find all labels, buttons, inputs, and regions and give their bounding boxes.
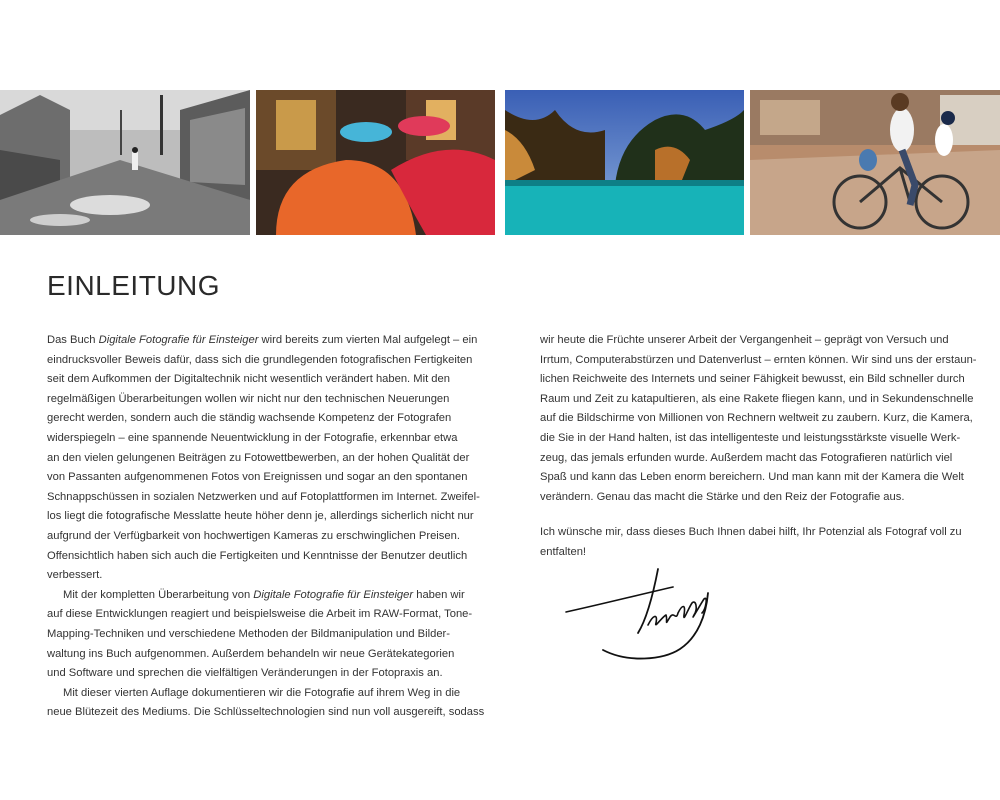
text-line xyxy=(47,625,467,645)
text-line xyxy=(47,351,473,371)
text-line xyxy=(540,543,960,563)
text-segment: an den vielen gelungenen Beiträgen zu Fotowettbewerben, an der hohen Qualität der xyxy=(47,451,470,464)
text-line xyxy=(47,566,467,586)
text-segment: Spaß und kann das Leben enorm bereichern. Und man kann mit der Kamera die Welt xyxy=(540,471,964,484)
text-line xyxy=(47,605,473,625)
text-segment: Mit der kompletten Überarbeitung von xyxy=(63,588,254,601)
text-line xyxy=(540,468,964,488)
text-line xyxy=(47,390,467,410)
text-segment: Raum und Zeit zu katapultieren, als eine Rakete fliegen kann, und in Sekundenschnelle xyxy=(540,392,974,405)
text-line xyxy=(47,527,467,547)
text-segment: widerspiegeln – eine spannende Neuentwicklung in der Fotografie, erkennbar etwa xyxy=(47,431,458,444)
text-line xyxy=(47,429,467,449)
text-line xyxy=(47,449,470,469)
text-segment: lichen Reichweite des Internets und seiner Fähigkeit bewusst, ein Bild schneller durch xyxy=(540,373,965,386)
text-line xyxy=(47,586,467,606)
text-segment: zeug, das jemals erfunden wurde. Außerdem macht das Fotografieren natürlich viel xyxy=(540,451,953,464)
signature xyxy=(558,565,728,665)
text-line xyxy=(47,370,467,390)
text-segment: Das Buch xyxy=(47,334,99,346)
page-title: EINLEITUNG xyxy=(47,270,221,301)
text-segment: verändern. Genau das macht die Stärke und den Reiz der Fotografie aus. xyxy=(540,490,905,503)
text-segment: aufgrund der Verfügbarkeit von hochwertigen Kameras zu erschwinglichen Preisen. xyxy=(47,529,460,542)
pool-photo xyxy=(505,90,744,235)
text-line xyxy=(540,409,973,429)
text-segment: Schnappschüssen in sozialen Netzwerken und auf Fotoplattformen im Internet. Zweifel- xyxy=(47,490,480,503)
text-segment: Mit dieser vierten Auflage dokumentieren wir die Fotografie auf ihrem Weg in die xyxy=(63,686,461,699)
text-line xyxy=(540,429,960,449)
text-line xyxy=(47,645,467,665)
text-segment: Offensichtlich haben sich auch die Fertigkeiten und Kenntnisse der Benutzer deutlich xyxy=(47,549,468,562)
text-segment: Ich wünsche mir, dass dieses Buch Ihnen dabei hilft, Ihr Potenzial als Fotograf voll zu xyxy=(540,526,962,539)
text-segment: regelmäßigen Überarbeitungen wollen wir nicht nur den technischen Neuerungen xyxy=(47,392,450,405)
text-line xyxy=(540,370,965,390)
text-line xyxy=(540,449,960,469)
text-segment: wir heute die Früchte unserer Arbeit der Vergangenheit – geprägt von Versuch und xyxy=(540,334,949,346)
text-line xyxy=(47,331,478,351)
text-segment: die Sie in der Hand halten, ist das intelligenteste und leistungsstärkste visuelle Werk- xyxy=(540,431,961,444)
text-segment: neue Blütezeit des Mediums. Die Schlüsseltechnologien sind nun voll ausgereift, sodass xyxy=(47,706,485,719)
street-photo xyxy=(0,90,250,235)
text-line xyxy=(540,523,960,543)
text-line xyxy=(47,703,485,723)
text-line xyxy=(47,468,467,488)
text-line xyxy=(47,409,467,429)
bicycle-photo xyxy=(750,90,1000,235)
book-title: Digitale Fotografie für Einsteiger xyxy=(253,588,414,601)
text-column-left xyxy=(47,331,485,723)
text-line xyxy=(47,684,467,704)
text-column-right xyxy=(540,331,977,563)
text-line xyxy=(540,331,960,351)
text-segment: haben wir xyxy=(413,588,465,601)
book-title: Digitale Fotografie für Einsteiger xyxy=(98,334,259,346)
text-segment: auf die Bildschirme von Millionen von Rechnern weltweit zu zaubern. Kurz, die Kamera, xyxy=(540,412,973,425)
text-segment: eindrucksvoller Beweis dafür, dass sich die grundlegenden fotografischen Fertigkeiten xyxy=(47,353,473,366)
photo-strip xyxy=(0,90,1000,235)
text-line xyxy=(540,351,977,371)
text-segment: waltung ins Buch aufgenommen. Außerdem behandeln wir neue Gerätekategorien xyxy=(47,647,455,660)
text-segment: und Software und sprechen die vielfältigen Veränderungen in der Fotopraxis an. xyxy=(47,667,443,680)
text-segment: gerecht werden, sondern auch die ständig wachsende Kompetenz der Fotografen xyxy=(47,412,452,425)
umbrellas-photo xyxy=(256,90,495,235)
text-segment: auf diese Entwicklungen reagiert und beispielsweise die Arbeit im RAW-Format, Tone- xyxy=(47,608,473,621)
text-line xyxy=(47,488,480,508)
text-line xyxy=(540,390,974,410)
paragraph-gap xyxy=(540,507,960,523)
text-line xyxy=(47,507,474,527)
text-segment: von Passanten aufgenommenen Fotos von Ereignissen und sogar an den spontanen xyxy=(47,471,468,484)
text-segment: Irrtum, Computerabstürzen und Datenverlust – ernten können. Wir sind uns der erstaun- xyxy=(540,353,977,366)
text-line xyxy=(540,488,960,508)
text-line xyxy=(47,547,467,567)
text-segment: Mapping-Techniken und verschiedene Methoden der Bildmanipulation und Bilder- xyxy=(47,627,450,640)
text-segment: entfalten! xyxy=(540,545,587,558)
text-segment: los liegt die fotografische Messlatte heute höher denn je, allerdings sicherlich nicht nur xyxy=(47,510,474,523)
text-segment: seit dem Aufkommen der Digitaltechnik nicht wesentlich verändert haben. Mit den xyxy=(47,373,450,386)
text-line xyxy=(47,664,467,684)
text-segment: verbessert. xyxy=(47,569,103,582)
text-segment: wird bereits zum vierten Mal aufgelegt – ein xyxy=(258,334,478,346)
